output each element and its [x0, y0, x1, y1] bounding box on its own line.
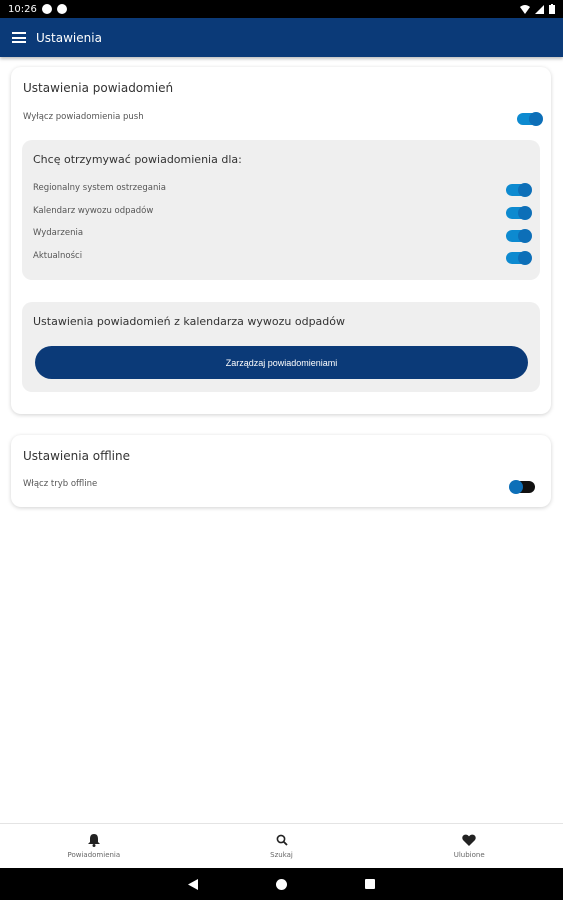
- home-icon[interactable]: [276, 879, 287, 890]
- offline-mode-toggle[interactable]: [511, 481, 535, 493]
- search-icon: [275, 833, 289, 847]
- regional-alert-toggle[interactable]: [506, 184, 530, 196]
- bell-icon: [87, 833, 101, 847]
- notification-status-icon: [42, 4, 52, 14]
- bottom-navigation: [0, 823, 563, 868]
- recents-icon[interactable]: [365, 879, 375, 889]
- nav-label-search: Szukaj: [270, 851, 293, 859]
- events-label: Wydarzenia: [33, 228, 84, 238]
- nav-item-favorites[interactable]: [375, 824, 563, 868]
- system-navigation-bar: [0, 868, 563, 900]
- offline-settings-title: Ustawienia offline: [23, 449, 130, 463]
- nav-item-search[interactable]: [188, 824, 376, 868]
- receive-notifications-title: Chcę otrzymywać powiadomienia dla:: [33, 153, 242, 166]
- push-disable-label: Wyłącz powiadomienia push: [23, 112, 144, 122]
- back-icon[interactable]: [188, 879, 198, 890]
- waste-calendar-settings-title: Ustawienia powiadomień z kalendarza wywozu odpadów: [33, 315, 346, 328]
- waste-calendar-toggle[interactable]: [506, 207, 530, 219]
- app-bar: [0, 18, 563, 57]
- waste-calendar-label: Kalendarz wywozu odpadów: [33, 206, 154, 216]
- nav-label-notifications: Powiadomienia: [67, 851, 121, 859]
- push-toggle[interactable]: [517, 113, 541, 125]
- signal-icon: [535, 5, 544, 14]
- news-label: Aktualności: [33, 251, 83, 261]
- offline-settings-card: [11, 435, 551, 507]
- receive-notifications-box: [22, 140, 540, 280]
- page-title: Ustawienia: [36, 30, 102, 45]
- status-bar: [0, 0, 563, 18]
- events-toggle[interactable]: [506, 230, 530, 242]
- nav-item-notifications[interactable]: [0, 824, 188, 868]
- menu-icon[interactable]: [12, 32, 26, 43]
- notifications-settings-title: Ustawienia powiadomień: [23, 81, 174, 95]
- heart-icon: [462, 833, 476, 847]
- battery-icon: [549, 4, 555, 14]
- nav-label-favorites: Ulubione: [453, 851, 485, 859]
- wifi-icon: [520, 5, 530, 14]
- manage-notifications-button[interactable]: Zarządzaj powiadomieniami: [35, 346, 528, 379]
- status-time: 10:26: [8, 3, 37, 15]
- news-toggle[interactable]: [506, 252, 530, 264]
- app-status-icon: [57, 4, 67, 14]
- notifications-settings-card: [11, 67, 551, 414]
- offline-mode-label: Włącz tryb offline: [23, 479, 98, 489]
- regional-alert-label: Regionalny system ostrzegania: [33, 183, 166, 193]
